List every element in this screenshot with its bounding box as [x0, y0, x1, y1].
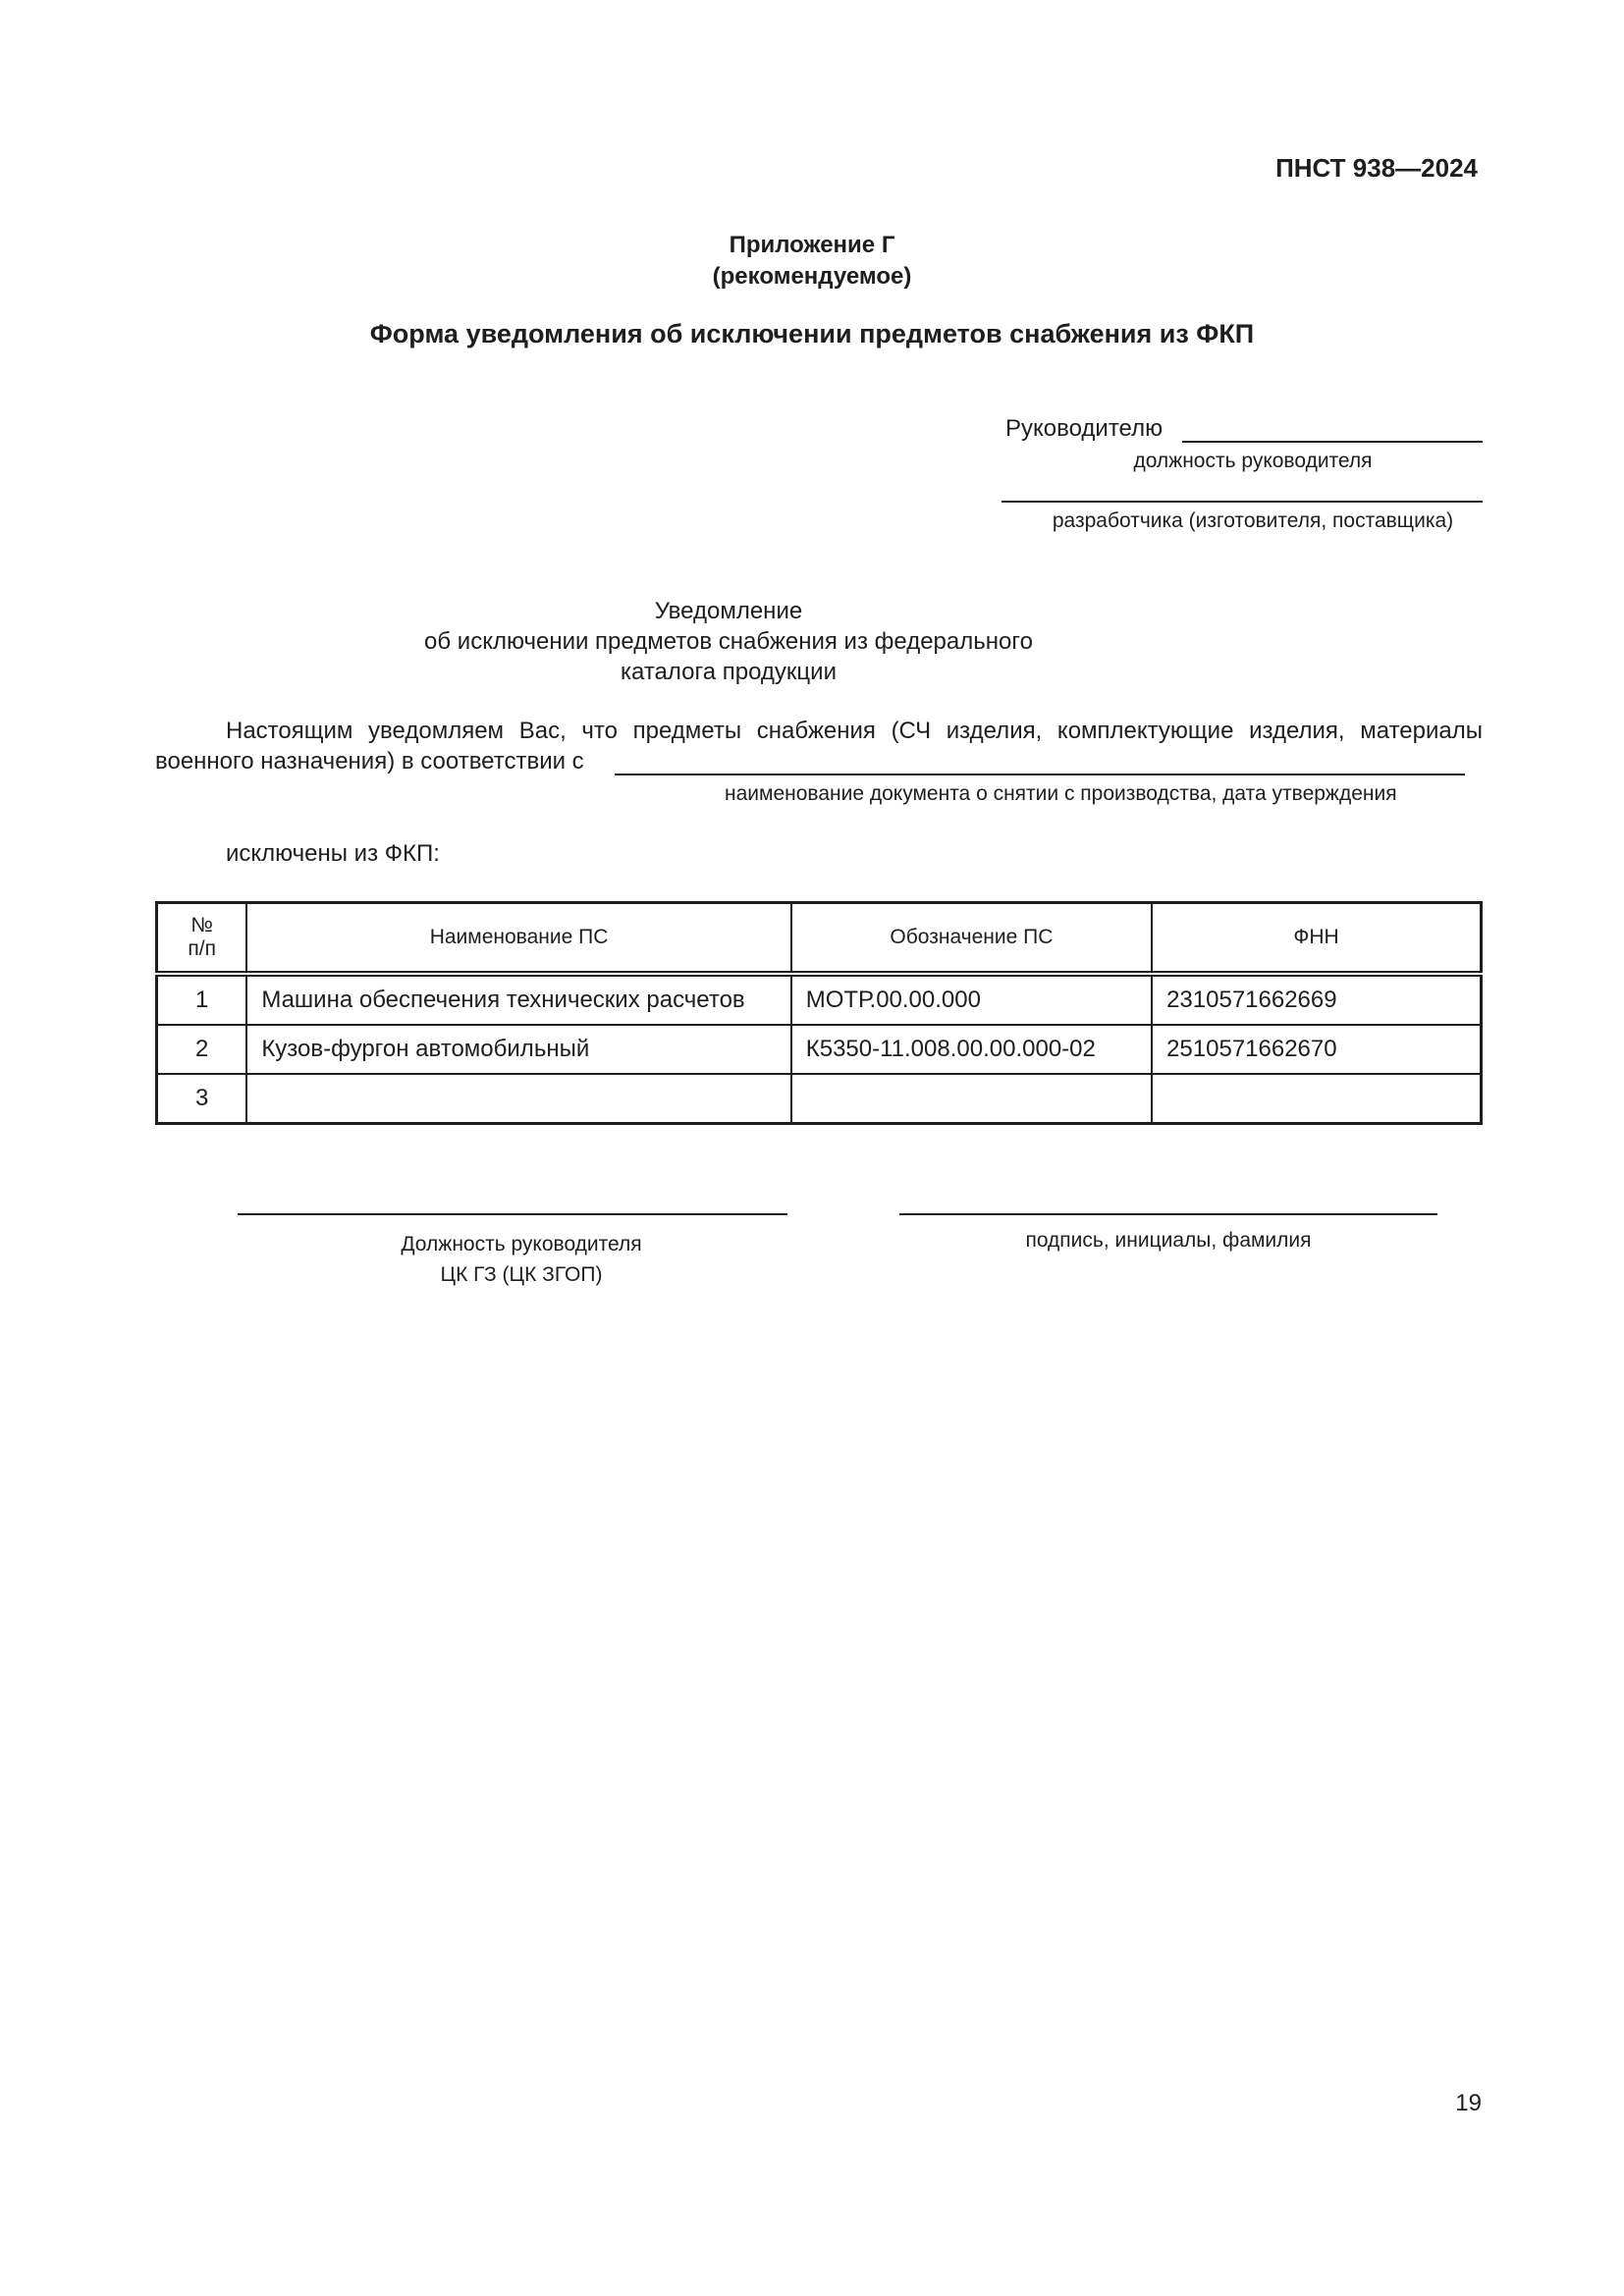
items-table — [155, 901, 1483, 1125]
row-num: 3 — [157, 1074, 247, 1124]
row-fnn — [1152, 1074, 1481, 1124]
row-name — [246, 1074, 790, 1124]
document-name-hint: наименование документа о снятии с производства, дата утверждения — [725, 782, 1397, 805]
addressee-label: Руководителю — [1005, 415, 1164, 442]
signature-position-hint — [238, 1229, 805, 1290]
signature-position-line — [238, 1213, 787, 1215]
row-num: 1 — [157, 974, 247, 1025]
addressee-position-line — [1182, 441, 1483, 443]
signature-position-hint-line: ЦК ГЗ (ЦК ЗГОП) — [440, 1263, 603, 1286]
row-name: Кузов-фургон автомобильный — [246, 1025, 790, 1074]
form-title: Форма уведомления об исключении предметов снабжения из ФКП — [369, 319, 1255, 348]
header-name: Наименование ПС — [246, 903, 790, 975]
intro-paragraph-line: Настоящим уведомляем Вас, что предметы снабжения (СЧ изделия, комплектующие изделия, материалы — [226, 718, 1483, 744]
addressee-developer-line — [1001, 501, 1483, 503]
signature-name-hint: подпись, инициалы, фамилия — [1025, 1229, 1312, 1252]
notice-title — [385, 596, 1072, 687]
row-fnn: 2510571662670 — [1152, 1025, 1481, 1074]
annex-status: (рекомендуемое) — [712, 263, 912, 290]
table-row — [157, 974, 1482, 1025]
row-designation: МОТР.00.00.000 — [791, 974, 1152, 1025]
row-num: 2 — [157, 1025, 247, 1074]
annex-title: Приложение Г — [729, 232, 895, 258]
notice-title-line: каталога продукции — [620, 659, 837, 685]
document-name-line — [615, 774, 1465, 775]
table-header-row — [157, 903, 1482, 975]
header-designation: Обозначение ПС — [791, 903, 1152, 975]
intro-paragraph-line: военного назначения) в соответствии с — [155, 748, 584, 774]
addressee-developer-hint: разработчика (изготовителя, поставщика) — [1052, 509, 1454, 532]
table-row — [157, 1074, 1482, 1124]
row-fnn: 2310571662669 — [1152, 974, 1481, 1025]
addressee-position-hint: должность руководителя — [1133, 450, 1373, 472]
header-num-line: п/п — [188, 937, 216, 960]
header-fnn: ФНН — [1152, 903, 1481, 975]
notice-title-line: Уведомление — [654, 598, 803, 624]
standard-number: ПНСТ 938—2024 — [1275, 153, 1478, 183]
row-name: Машина обеспечения технических расчетов — [246, 974, 790, 1025]
row-designation — [791, 1074, 1152, 1124]
excluded-text: исключены из ФКП: — [226, 840, 440, 867]
page-number: 19 — [1455, 2090, 1482, 2116]
header-num-line: № — [190, 914, 213, 936]
row-designation: К5350-11.008.00.00.000-02 — [791, 1025, 1152, 1074]
notice-title-line: об исключении предметов снабжения из федерального — [424, 628, 1033, 655]
table-row — [157, 1025, 1482, 1074]
header-num — [157, 903, 247, 975]
annex-heading — [0, 230, 1624, 293]
signature-position-hint-line: Должность руководителя — [401, 1233, 642, 1255]
signature-name-line — [899, 1213, 1437, 1215]
